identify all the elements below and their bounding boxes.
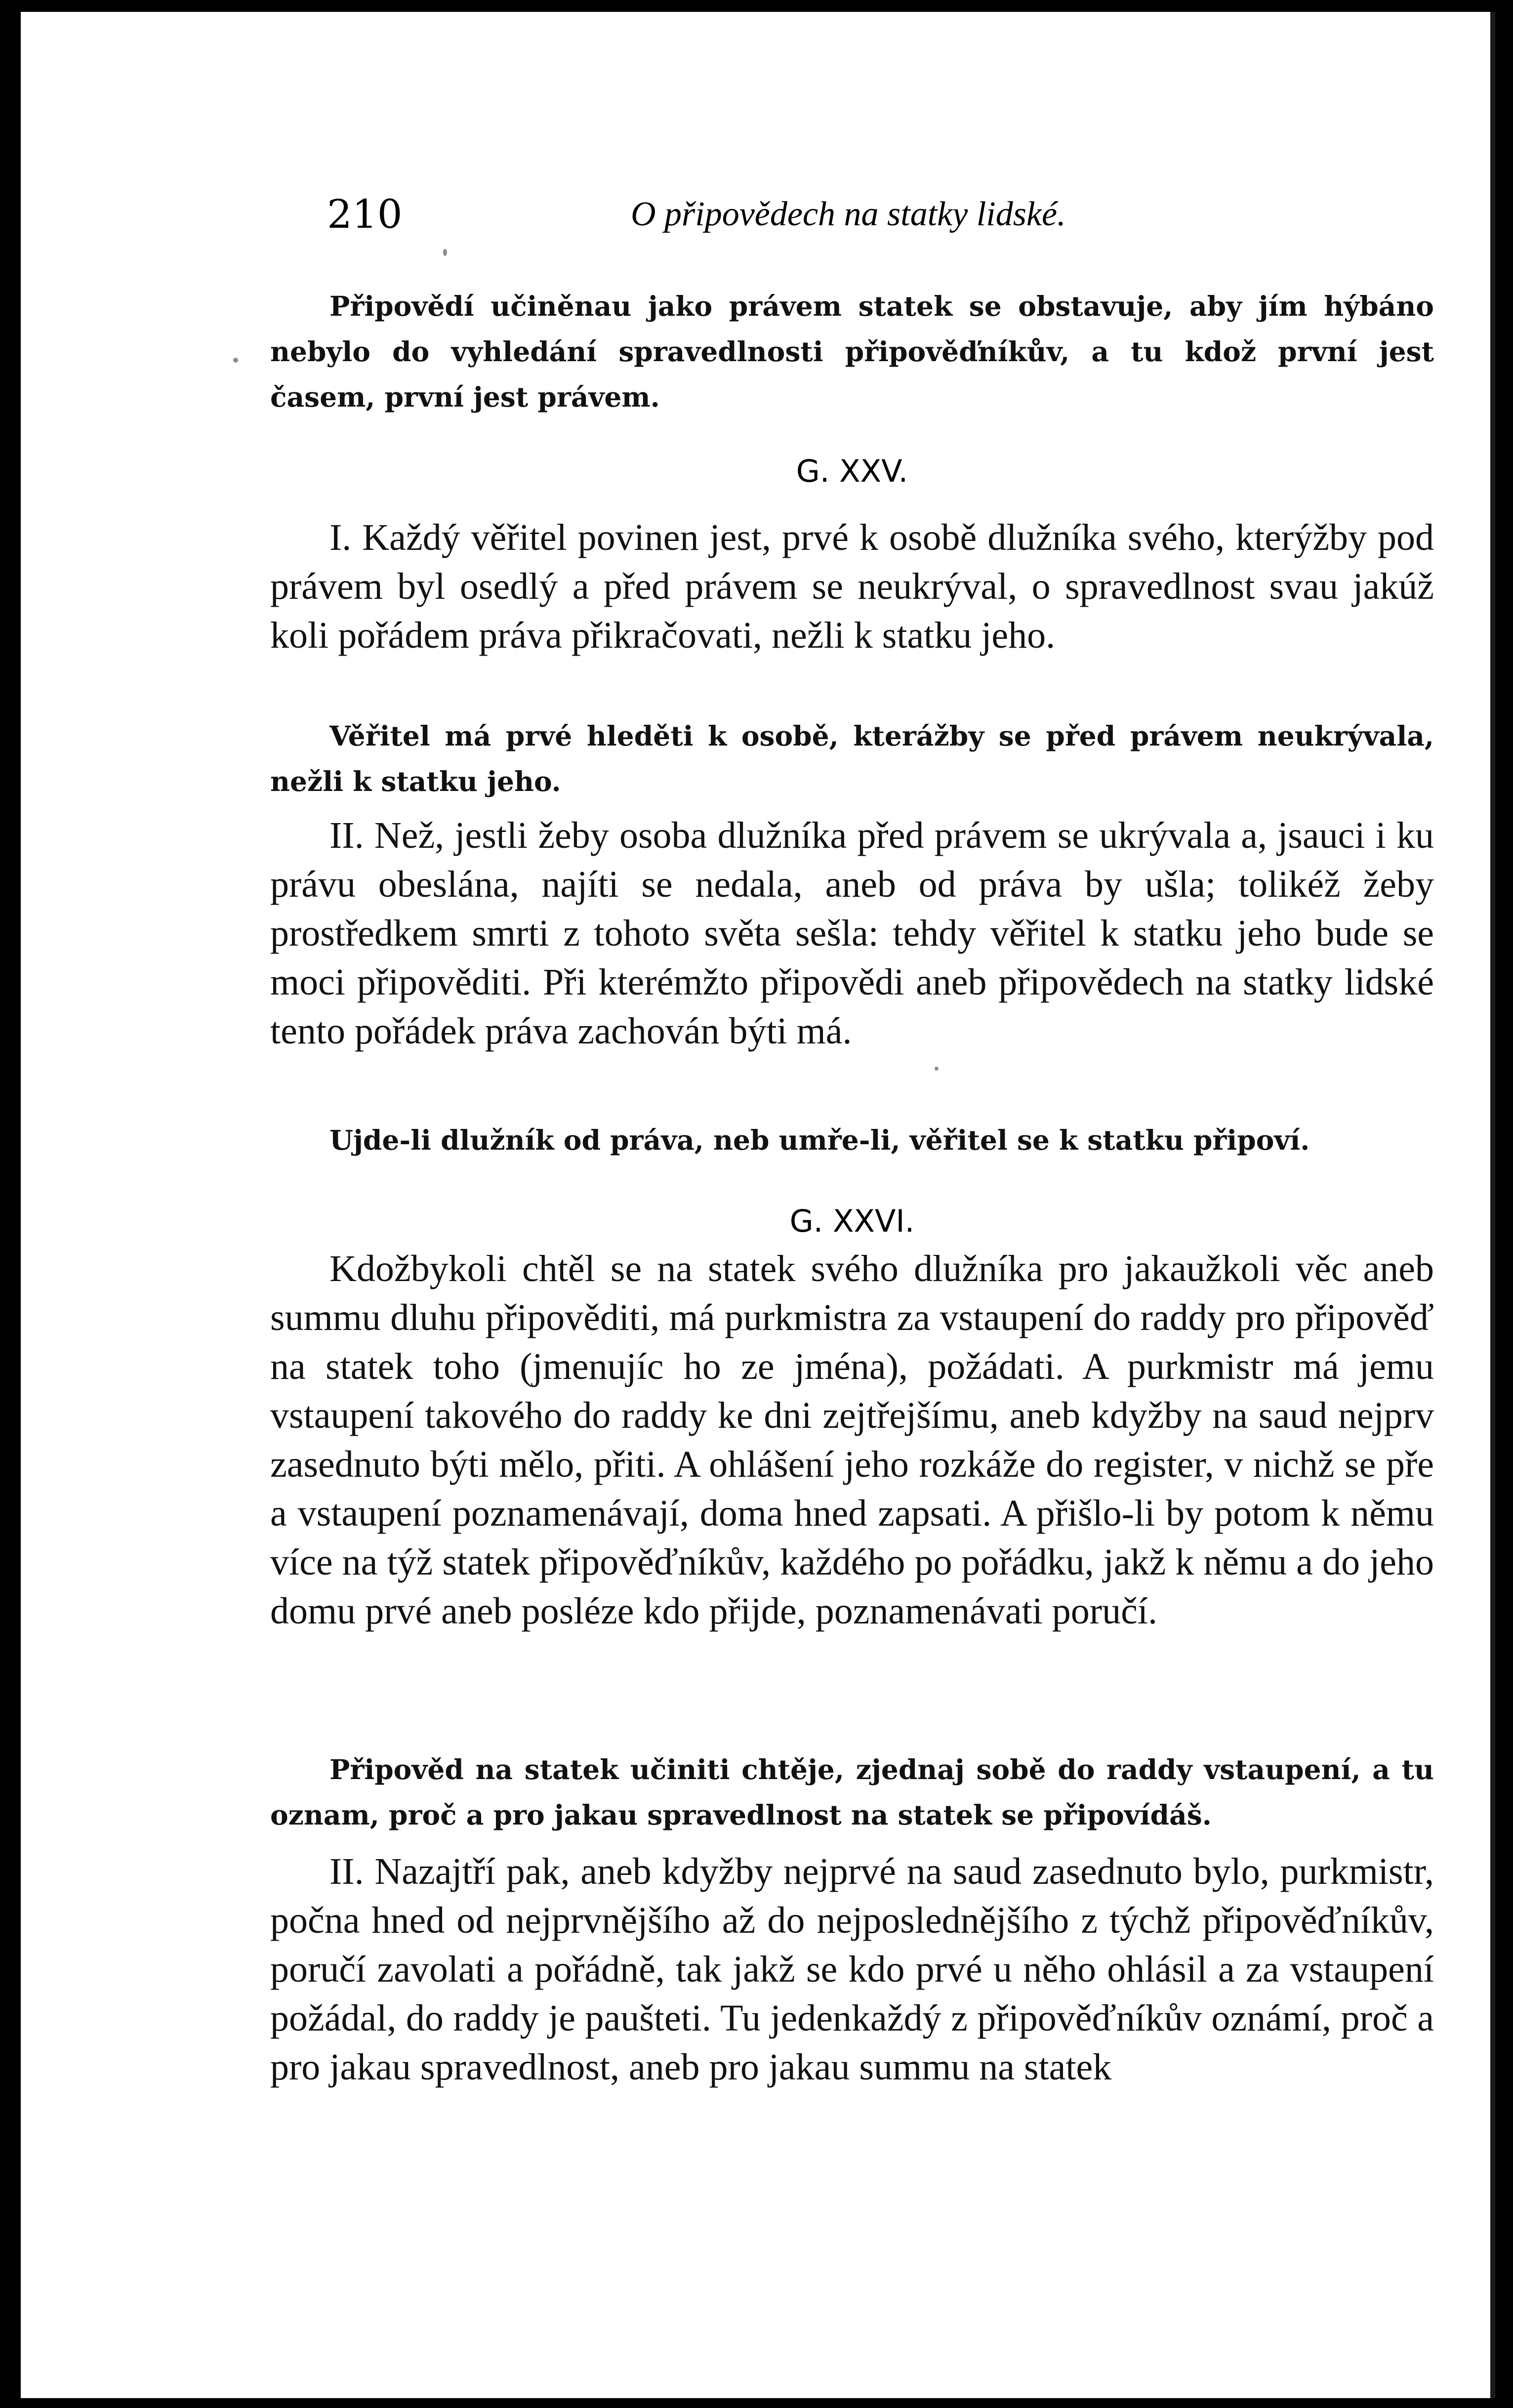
running-title: O připovědech na statky lidské. xyxy=(631,195,1066,233)
speck-mark xyxy=(233,358,238,363)
paragraph-xxvi-1: Kdožbykoli chtěl se na statek svého dlužníka pro jakaužkoli věc aneb summu dluhu připověditi, má purkmistra za vstaupení do raddy pro připověď na statek toho (jmenujíc ho ze jména), požádati. A purkmistr má jemu vstaupení takového do raddy ke dni zejtřejšímu, aneb kdyžby na saud nejprv zasednuto býti mělo, přiti. A ohlášení jeho rozkáže do register, v nichž se pře a vstaupení poznamenávají, doma hned zapsati. A přišlo-li by potom k němu více na týž statek připověďníkův, každého po pořádku, jakž k němu a do jeho domu prvé aneb posléze kdo přijde, poznamenávati poručí. xyxy=(270,1248,1434,1632)
speck-mark xyxy=(443,249,447,256)
summary-xxv-2: Ujde-li dlužník od práva, neb umře-li, věřitel se k statku připoví. xyxy=(329,1124,1310,1156)
paragraph-xxv-2: II. Než, jestli žeby osoba dlužníka před právem se ukrývala a, jsauci i ku právu obeslána, najíti se nedala, aneb od práva by ušla; tolikéž žeby prostředkem smrti z tohoto světa sešla: tehdy věřitel k statku jeho bude se moci připověditi. Při kterémžto připovědi aneb připovědech na statky lidské tento pořádek práva zachován býti má. xyxy=(270,815,1434,1052)
paragraph-xxv-1: I. Každý věřitel povinen jest, prvé k osobě dlužníka svého, kterýžby pod právem byl osedlý a před právem se neukrýval, o spravedlnost svau jakúž koli pořádem práva přikračovati, nežli k statku jeho. xyxy=(270,517,1434,656)
page-number: 210 xyxy=(327,191,403,237)
speck-mark xyxy=(935,1067,939,1071)
marginal-summary: Připovědí učiněnau jako právem statek se obstavuje, aby jím hýbáno nebylo do vyhledání spravedlnosti připověďníkův, a tu kdož první jest časem, první jest právem. xyxy=(270,290,1434,413)
summary-xxvi-1: Připověd na statek učiniti chtěje, zjednaj sobě do raddy vstaupení, a tu oznam, proč a pro jakau spravedlnost na statek se připovídáš. xyxy=(270,1753,1434,1831)
book-page xyxy=(21,12,1495,2398)
paragraph-xxvi-2: II. Nazajtří pak, aneb kdyžby nejprvé na saud zasednuto bylo, purkmistr, počna hned od nejprvnějšího až do nejposlednějšího z týchž připověďníkův, poručí zavolati a pořádně, tak jakž se kdo prvé u něho ohlásil a za vstaupení požádal, do raddy je paušteti. Tu jedenkaždý z připověďníkův oznámí, proč a pro jakau spravedlnost, aneb pro jakau summu na statek xyxy=(270,1851,1434,2088)
section-heading-xxv: G. XXV. xyxy=(796,453,908,489)
summary-xxv-1: Věřitel má prvé hleděti k osobě, kterážby se před právem neukrývala, nežli k statku jeho. xyxy=(270,720,1434,797)
page-header xyxy=(327,185,1491,244)
section-heading-xxvi: G. XXVI. xyxy=(789,1203,915,1239)
